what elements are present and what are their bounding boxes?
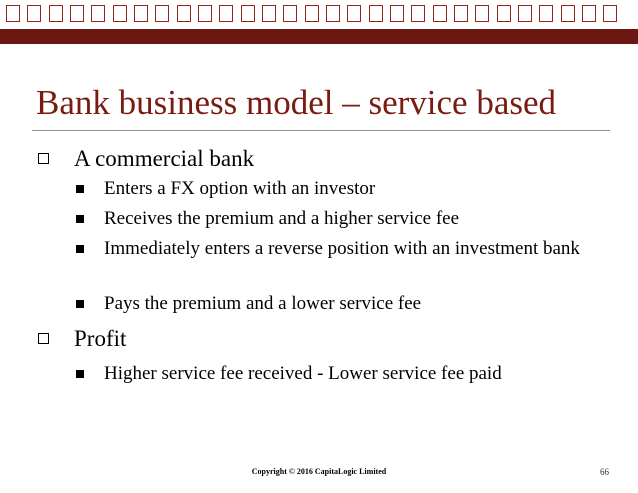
filled-square-bullet-icon <box>76 185 84 193</box>
square-icon <box>518 5 532 22</box>
square-icon <box>219 5 233 22</box>
sub-bullet-text: Receives the premium and a higher service fee <box>104 208 460 229</box>
square-icon <box>283 5 297 22</box>
hollow-square-bullet-icon <box>38 333 49 344</box>
square-pattern <box>0 0 638 29</box>
square-icon <box>177 5 191 22</box>
square-icon <box>49 5 63 22</box>
title-divider <box>32 130 610 131</box>
filled-square-bullet-icon <box>76 215 84 223</box>
square-icon <box>326 5 340 22</box>
copyright-footer: Copyright © 2016 CapitaLogic Limited <box>251 467 387 476</box>
sub-bullet-text: Pays the premium and a lower service fee <box>104 293 422 314</box>
square-icon <box>347 5 361 22</box>
square-icon <box>134 5 148 22</box>
square-icon <box>155 5 169 22</box>
bullet-text: A commercial bank <box>74 146 255 171</box>
square-icon <box>305 5 319 22</box>
sub-bullet-text: Higher service fee received - Lower service fee paid <box>104 363 502 384</box>
square-icon <box>113 5 127 22</box>
hollow-square-bullet-icon <box>38 153 49 164</box>
sub-bullet-text: Enters a FX option with an investor <box>104 178 376 199</box>
bullet-text: Profit <box>74 326 127 351</box>
square-icon <box>6 5 20 22</box>
square-icon <box>241 5 255 22</box>
square-icon <box>91 5 105 22</box>
header-band <box>0 29 638 44</box>
square-icon <box>539 5 553 22</box>
square-icon <box>369 5 383 22</box>
square-icon <box>561 5 575 22</box>
square-icon <box>390 5 404 22</box>
square-icon <box>70 5 84 22</box>
square-icon <box>198 5 212 22</box>
square-icon <box>411 5 425 22</box>
square-icon <box>582 5 596 22</box>
slide-number: 66 <box>600 467 609 477</box>
square-icon <box>603 5 617 22</box>
square-icon <box>497 5 511 22</box>
filled-square-bullet-icon <box>76 370 84 378</box>
square-icon <box>27 5 41 22</box>
filled-square-bullet-icon <box>76 245 84 253</box>
square-icon <box>475 5 489 22</box>
square-icon <box>454 5 468 22</box>
sub-bullet-text: Immediately enters a reverse position with an investment bank <box>104 238 580 259</box>
square-icon <box>262 5 276 22</box>
square-icon <box>433 5 447 22</box>
filled-square-bullet-icon <box>76 300 84 308</box>
slide-title: Bank business model – service based <box>36 83 557 122</box>
